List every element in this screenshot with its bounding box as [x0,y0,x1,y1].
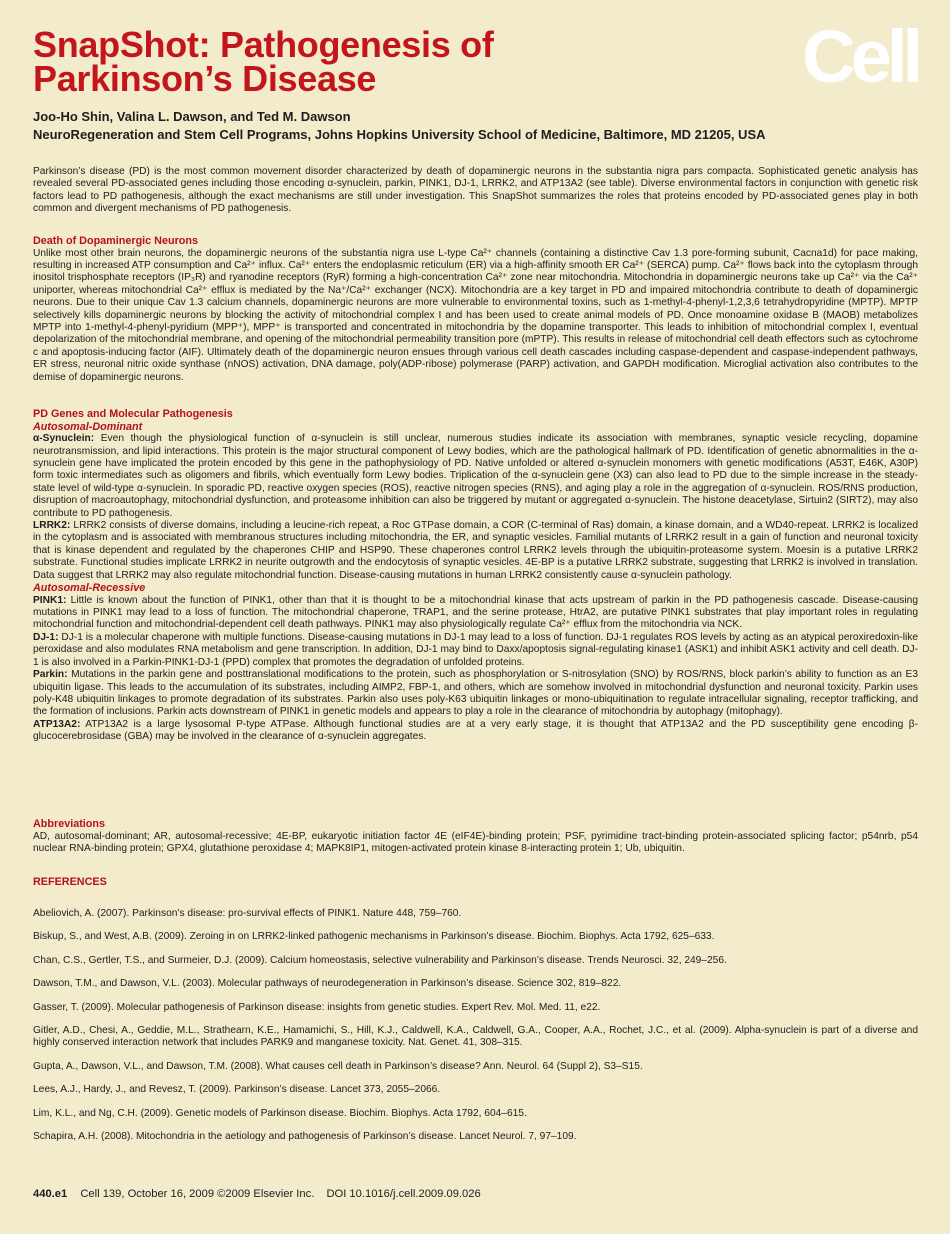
gene-paragraph-asyn [33,433,918,520]
reference-list [33,908,918,1154]
title-line-1: SnapShot: Pathogenesis of [33,24,494,65]
gene-label: LRRK2: [33,520,71,532]
section-death-of-neurons [33,235,918,384]
section-heading: Death of Dopaminergic Neurons [33,235,198,247]
reference-item: Lees, A.J., Hardy, J., and Revesz, T. (2009). Parkinson’s disease. Lancet 373, 2055–2066. [33,1084,441,1096]
gene-label: Parkin: [33,669,68,681]
reference-item: Lim, K.L., and Ng, C.H. (2009). Genetic models of Parkinson disease. Biochim. Biophys. Acta 1792, 604–615. [33,1107,527,1119]
page-footer [33,1188,490,1200]
gene-label: α-Synuclein: [33,433,95,445]
gene-paragraph-pink1 [33,595,918,632]
gene-text: DJ-1 is a molecular chaperone with multiple functions. Disease-causing mutations in DJ-1 may lead to a loss of function. DJ-1 regulates ROS levels by acting as an atypical peroxiredoxin-like peroxidase and also modulates RNA metabolism and gene transcription. In addition, DJ-1 may bind to Daxx/apoptosis signal-regulating kinase1 (ASK1) and inhibit ASK1 activity and cell death. DJ-1 is also involved in a Parkin-PINK1-DJ-1 (PPD) complex that promotes the degradation of unfolded proteins. [33,631,918,668]
reference-item: Chan, C.S., Gertler, T.S., and Surmeier, D.J. (2009). Calcium homeostasis, selective vulnerability and Parkinson’s disease. Trends Neurosci. 32, 249–256. [33,954,727,966]
authors: Joo-Ho Shin, Valina L. Dawson, and Ted M. Dawson [33,109,351,124]
section-body: AD, autosomal-dominant; AR, autosomal-recessive; 4E-BP, eukaryotic initiation factor 4E (eIF4E)-binding protein; PSF, pyrimidine tract-binding protein-associated splicing factor; p54nrb, p54 nuclear RNA-binding protein; GPX4, glutathione peroxidase 4; MAPK8IP1, mitogen-activated protein kinase 8-interacting protein 1; Ub, ubiquitin. [33,830,918,854]
reference-item: Gasser, T. (2009). Molecular pathogenesis of Parkinson disease: insights from genetic studies. Expert Rev. Mol. Med. 11, e22. [33,1001,601,1013]
section-heading: Abbreviations [33,818,105,830]
gene-text: LRRK2 consists of diverse domains, including a leucine-rich repeat, a Roc GTPase domain, a COR (C-terminal of Ras) domain, a kinase domain, and a WD40-repeat. LRRK2 is localized in the cytoplasm and is associated with membranous structures including mitochondria, the ER, and synaptic vesicles. Familial mutants of LRRK2 result in a gain of function and neuronal toxicity that is kinase dependent and regulated by the chaperones CHIP and HSP90. These chaperones control LRRK2 levels through the ubiquitin-proteasome system. Moesin is a putative LRRK2 substrate. Functional studies implicate LRRK2 in neurite outgrowth and the endocytosis of synaptic vesicles. 4E-BP is a putative LRRK2 substrate, suggesting that LRRK2 is involved in translation. Data suggest that LRRK2 may also regulate mitochondrial function. Disease-causing mutations in human LRRK2 consistently cause α-synuclein pathology. [33,520,918,581]
page-title [33,24,494,99]
reference-item: Dawson, T.M., and Dawson, V.L. (2003). Molecular pathways of neurodegeneration in Parkinson’s disease. Science 302, 819–822. [33,978,622,990]
page-number: 440.e1 [33,1188,68,1200]
cell-journal-logo: Cell [802,15,918,98]
affiliation: NeuroRegeneration and Stem Cell Programs, Johns Hopkins University School of Medicine, Baltimore, MD 21205, USA [33,127,766,142]
gene-text: Little is known about the function of PINK1, other than that it is thought to be a mitochondrial kinase that acts upstream of parkin in the PD pathogenesis cascade. Disease-causing mutations in PINK1 may lead to a loss of function. The mitochondrial chaperone, TRAP1, and the serine protease, HtrA2, are putative PINK1 substrates that play important roles in regulating mitochondrial function and mitochondrial-dependent cell death pathways. PINK1 may also physiologically regulate Ca²⁺ efflux from the mitochondria via NCK. [33,594,918,631]
reference-item: Abeliovich, A. (2007). Parkinson’s disease: pro-survival effects of PINK1. Nature 448, 759–760. [33,908,462,919]
subheading-recessive: Autosomal-Recessive [33,582,146,595]
gene-paragraph-lrrk2 [33,520,918,582]
gene-paragraph-parkin [33,669,918,719]
references-heading: REFERENCES [33,876,107,888]
reference-item: Biskup, S., and West, A.B. (2009). Zeroing in on LRRK2-linked pathogenic mechanisms in Parkinson’s disease. Biochim. Biophys. Acta 1792, 625–633. [33,931,715,943]
gene-text: ATP13A2 is a large lysosomal P-type ATPase. Although functional studies are at a very early stage, it is thought that ATP13A2 and the PD susceptibility gene encoding β-glucocerebrosidase (GBA) may be involved in the clearance of α-synuclein aggregates. [33,718,918,743]
gene-text: Even though the physiological function of α-synuclein is still unclear, numerous studies indicate its association with membranes, synaptic vesicle recycling, dopamine neurotransmission, and lipid interactions. This protein is the major structural component of Lewy bodies, which are the pathological hallmark of PD. Identification of genetic abnormalities in the α-synuclein gene have implicated the protein encoded by this gene in the pathophysiology of PD. Native unfolded or altered α-synuclein monomers with genetic modifications (A53T, E46K, A30P) form toxic intermediates such as oligomers and fibrils, which eventually form Lewy bodies. Triplication of the α-synuclein gene (X3) can also lead to PD due to the simple increase in the steady-state level of wild-type α-synuclein. In sporadic PD, reactive oxygen species (ROS), reactive nitrogen species (RNS), and aging play a role in the aggregation of α-synuclein. ROS/RNS production, disruption of macroautophagy, mitochondrial dysfunction, and proteasome inhibition can also be triggered by mutant or aggregated α-synuclein. The histone deacetylase, Sirtuin2 (SIRT2), may also contribute to PD pathogenesis. [33,433,918,519]
reference-item: Gitler, A.D., Chesi, A., Geddie, M.L., Strathearn, K.E., Hamamichi, S., Hill, K.J., Caldwell, K.A., Caldwell, G.A., Cooper, A.A., Rochet, J.C., et al. (2009). Alpha-synuclein is part of a diverse and highly conserved interaction network that includes PARK9 and manganese toxicity. Nat. Genet. 41, 308–315. [33,1025,918,1049]
gene-label: PINK1: [33,594,67,606]
gene-label: ATP13A2: [33,718,81,730]
reference-item: Schapira, A.H. (2008). Mitochondria in the aetiology and pathogenesis of Parkinson’s disease. Lancet Neurol. 7, 97–109. [33,1131,577,1143]
section-pd-genes [33,408,918,744]
intro-paragraph: Parkinson’s disease (PD) is the most common movement disorder characterized by death of dopaminergic neurons in the substantia nigra pars compacta. Sophisticated genetic analysis has revealed several PD-associated genes including those encoding α-synuclein, parkin, PINK1, DJ-1, LRRK2, and ATP13A2 (see table). Diverse environmental factors in conjunction with genetic risk factors lead to PD pathogenesis, although the exact mechanisms are still under investigation. This SnapShot summarizes the roles that proteins encoded by PD-associated genes play in both common and divergent mechanisms of PD pathogenesis. [33,166,918,215]
subheading-dominant: Autosomal-Dominant [33,420,143,433]
section-heading: PD Genes and Molecular Pathogenesis [33,408,233,420]
reference-item: Gupta, A., Dawson, V.L., and Dawson, T.M. (2008). What causes cell death in Parkinson’s disease? Ann. Neurol. 64 (Suppl 2), S3–S15. [33,1060,643,1072]
journal-citation: Cell 139, October 16, 2009 ©2009 Elsevier Inc. [80,1188,315,1200]
gene-paragraph-atp13a2 [33,719,918,744]
author-block [33,108,766,144]
gene-text: Mutations in the parkin gene and posttranslational modifications to the protein, such as phosphorylation or S-nitrosylation (SNO) by ROS/RNS, block parkin’s ability to function as an E3 ubiquitin ligase. This leads to the accumulation of its substrates, including AIMP2, FBP-1, and others, which are somehow involved in mitochondrial dysfunction and neuronal toxicity. Parkin uses poly-K48 ubiquitin linkages to promote degradation of its substrates. Parkin also uses poly-K63 ubiquitin linkages or mono-ubiquitination to regulate intracellular signaling, receptor trafficking, and the formation of inclusions. Parkin acts downstream of PINK1 in genetic models and appears to play a role in the clearance of mitochondria by autophagy (mitophagy). [33,669,918,718]
gene-label: DJ-1: [33,631,59,643]
section-abbreviations [33,818,918,855]
title-line-2: Parkinson’s Disease [33,58,377,99]
doi: DOI 10.1016/j.cell.2009.09.026 [326,1188,481,1200]
section-body: Unlike most other brain neurons, the dopaminergic neurons of the substantia nigra use L-type Ca²⁺ channels (containing a distinctive Cav 1.3 pore-forming subunit, Cacna1d) for pace making, resulting in increased ATP consumption and Ca²⁺ influx. Ca²⁺ enters the endoplasmic reticulum (ER) via a high-affinity smooth ER Ca²⁺ (SERCA) pump. Ca²⁺ flows back into the cytoplasm through inositol trisphosphate receptors (IP₃R) and ryanodine receptors (RyR) forming a high-concentration Ca²⁺ zone near mitochondria. Mitochondria in dopaminergic neurons take up Ca²⁺ via the Ca²⁺ uniporter, whereas mitochondrial Ca²⁺ efflux is mediated by the Na⁺/Ca²⁺ exchanger (NCX). Mitochondria are a key target in PD and impaired mitochondria contribute to death of dopaminergic neurons. Due to their unique Cav 1.3 calcium channels, dopaminergic neurons are more vulnerable to environmental toxins, such as 1-methyl-4-phenyl-1,2,3,6 tetrahydropyridine (MPTP). MPTP selectively kills dopaminergic neurons by blocking the activity of mitochondrial complex I and has been used to create animal models of PD. Once monoamine oxidase B (MAOB) metabolizes MPTP into 1-methyl-4-phenyl-pyridium (MPP⁺), MPP⁺ is transported and concentrated in mitochondria by the dopamine transporter. This leads to inhibition of mitochondrial complex I, eventual depolarization of the mitochondrial membrane, and opening of the mitochondrial permeability transition pore (mPTP). This results in release of mitochondrial cell death effectors such as cytochrome c and apoptosis-inducing factor (AIF). Ultimately death of the dopaminergic neuron ensues through various cell death cascades including caspase-dependent and caspase-independent pathways, ER stress, neuronal nitric oxide synthase (nNOS) activation, DNA damage, poly(ADP-ribose) polymerase (PARP) activation, and GAPDH modification. Microglial activation also contributes to the demise of dopaminergic neurons. [33,247,918,383]
gene-paragraph-dj1 [33,632,918,669]
